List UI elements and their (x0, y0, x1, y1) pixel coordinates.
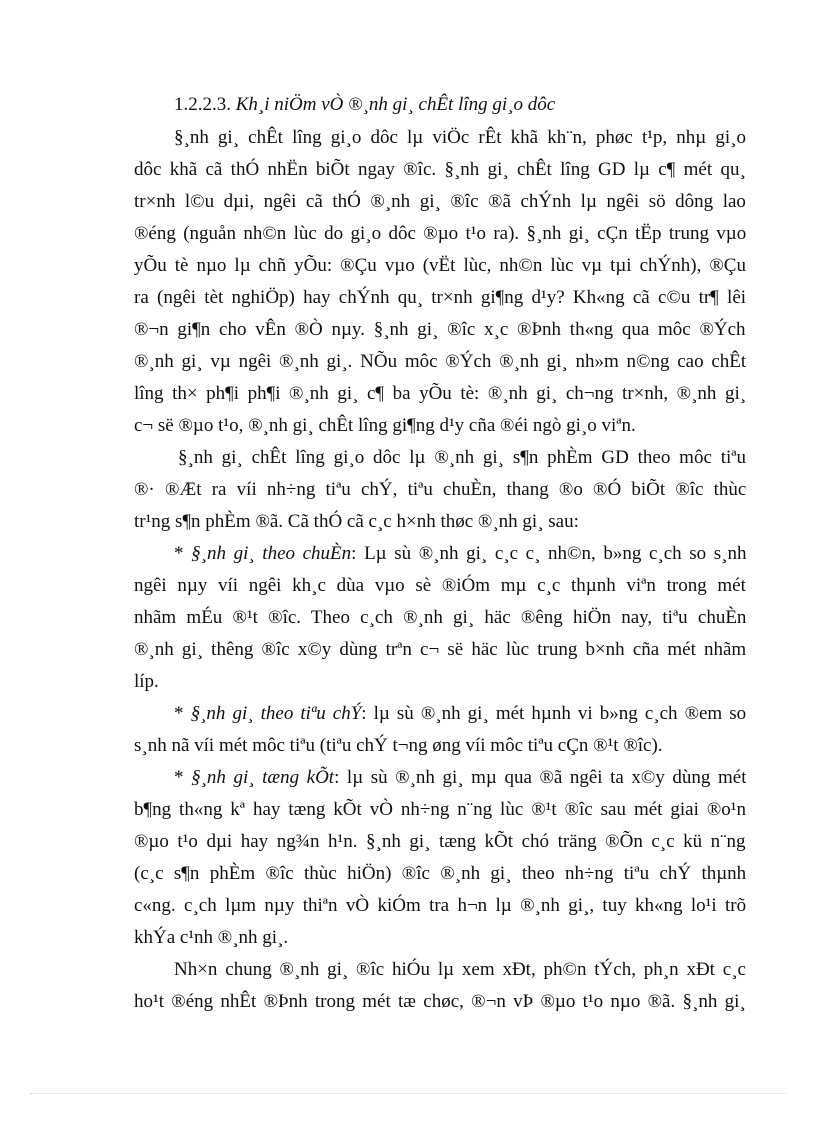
body-line: nhãm mÉu ®¹t ®îc. Theo c¸ch ®¸nh gi¸ häc ®êng hiÖn nay, tiªu chuÈn (134, 607, 747, 628)
body-line: yÕu tè nµo lµ chñ yÕu: ®Çu vµo (vËt lùc, nh©n lùc vµ tµi chÝnh), ®Çu (134, 255, 746, 276)
body-line: c¬ së ®µo t¹o, ®¸nh gi¸ chÊt lîng gi¶ng d¹y cña ®éi ngò gi¸o viªn. (134, 415, 636, 436)
body-line: §¸nh gi¸ chÊt lîng gi¸o dôc lµ ®¸nh gi¸ s¶n phÈm GD theo môc tiªu (178, 447, 746, 468)
body-line: dôc khã cã thÓ nhËn biÕt ngay ®îc. §¸nh gi¸ chÊt lîng GD lµ c¶ mét qu¸ (134, 159, 746, 180)
section-heading (174, 94, 555, 116)
body-line: líp. (134, 671, 159, 692)
body-line: tr×nh l©u dµi, ngêi cã thÓ ®¸nh gi¸ ®îc ®ã chÝnh lµ ngêi sö dông lao (134, 191, 746, 212)
body-line: lîng th× ph¶i ph¶i ®¸nh gi¸ c¶ ba yÕu tè: ®¸nh gi¸ ch¬ng tr×nh, ®¸nh gi¸ (134, 383, 747, 404)
body-line: ngêi nµy víi ngêi kh¸c dùa vµo sè ®iÓm mµ c¸c thµnh viªn trong mét (134, 575, 746, 596)
body-line: ®¸nh gi¸ thêng ®îc x©y dùng trªn c¬ së häc lùc trung b×nh cña mét nhãm (134, 639, 747, 660)
body-line: ®éng (nguån nh©n lùc do gi¸o dôc ®µo t¹o ra). §¸nh gi¸ cÇn tËp trung vµo (134, 223, 747, 244)
italic-term: §¸nh gi¸ tæng kÕt (191, 767, 335, 788)
italic-term: §¸nh gi¸ theo tiªu chÝ (190, 703, 362, 724)
body-line: * §¸nh gi¸ theo tiªu chÝ: lµ sù ®¸nh gi¸ mét hµnh vi b»ng c¸ch ®em so (174, 703, 747, 724)
section-title: Kh¸i niÖm vÒ ®¸nh gi¸ chÊt lîng gi¸o dôc (235, 94, 556, 115)
body-line: ®· ®Æt ra víi nh÷ng tiªu chÝ, tiªu chuÈn, thang ®o ®Ó biÕt ®îc thùc (134, 479, 747, 500)
body-line: ®µo t¹o dµi hay ng¾n h¹n. §¸nh gi¸ tæng kÕt chó träng ®Õn c¸c kü n¨ng (134, 831, 746, 852)
italic-term: §¸nh gi¸ theo chuÈn (191, 543, 352, 564)
body-line: c«ng. c¸ch lµm nµy thiªn vÒ kiÓm tra h¬n lµ ®¸nh gi¸, tuy kh«ng lo¹i trõ (134, 895, 747, 916)
body-line: tr¹ng s¶n phÈm ®ã. Cã thÓ cã c¸c h×nh thøc ®¸nh gi¸ sau: (134, 511, 579, 532)
body-line: Nh×n chung ®¸nh gi¸ ®îc hiÓu lµ xem xÐt, ph©n tÝch, ph¸n xÐt c¸c (174, 959, 746, 980)
body-line: (c¸c s¶n phÈm ®îc thùc hiÖn) ®îc ®¸nh gi¸ theo nh÷ng tiªu chÝ thµnh (134, 863, 747, 884)
body-line: khÝa c¹nh ®¸nh gi¸. (134, 927, 289, 948)
body-line: * §¸nh gi¸ theo chuÈn: Lµ sù ®¸nh gi¸ c¸c c¸ nh©n, b»ng c¸ch so s¸nh (174, 543, 747, 564)
body-line: s¸nh nã víi mét môc tiªu (tiªu chÝ t¬ng øng víi môc tiªu cÇn ®¹t ®îc). (134, 735, 663, 756)
body-line: ®¸nh gi¸ vµ ngêi ®¸nh gi¸. NÕu môc ®Ých ®¸nh gi¸ nh»m n©ng cao chÊt (134, 351, 747, 372)
body-line: §¸nh gi¸ chÊt lîng gi¸o dôc lµ viÖc rÊt khã kh¨n, phøc t¹p, nhµ gi¸o (174, 127, 746, 148)
body-line: ra (ngêi tèt nghiÖp) hay chÝnh qu¸ tr×nh gi¶ng d¹y? Kh«ng cã c©u tr¶ lêi (134, 287, 747, 308)
body-line: ®¬n gi¶n cho vÊn ®Ò nµy. §¸nh gi¸ ®îc x¸c ®Þnh th«ng qua môc ®Ých (134, 319, 746, 340)
section-number: 1.2.2.3. (174, 94, 231, 115)
body-line: * §¸nh gi¸ tæng kÕt: lµ sù ®¸nh gi¸ mµ qua ®ã ngêi ta x©y dùng mét (174, 767, 747, 788)
page-border (30, 1093, 786, 1094)
body-line: ho¹t ®éng nhÊt ®Þnh trong mét tæ chøc, ®¬n vÞ ®µo t¹o nµo ®ã. §¸nh gi¸ (134, 991, 746, 1012)
body-line: b¶ng th«ng kª hay tæng kÕt vÒ nh÷ng n¨ng lùc ®¹t ®îc sau mét giai ®o¹n (134, 799, 746, 820)
